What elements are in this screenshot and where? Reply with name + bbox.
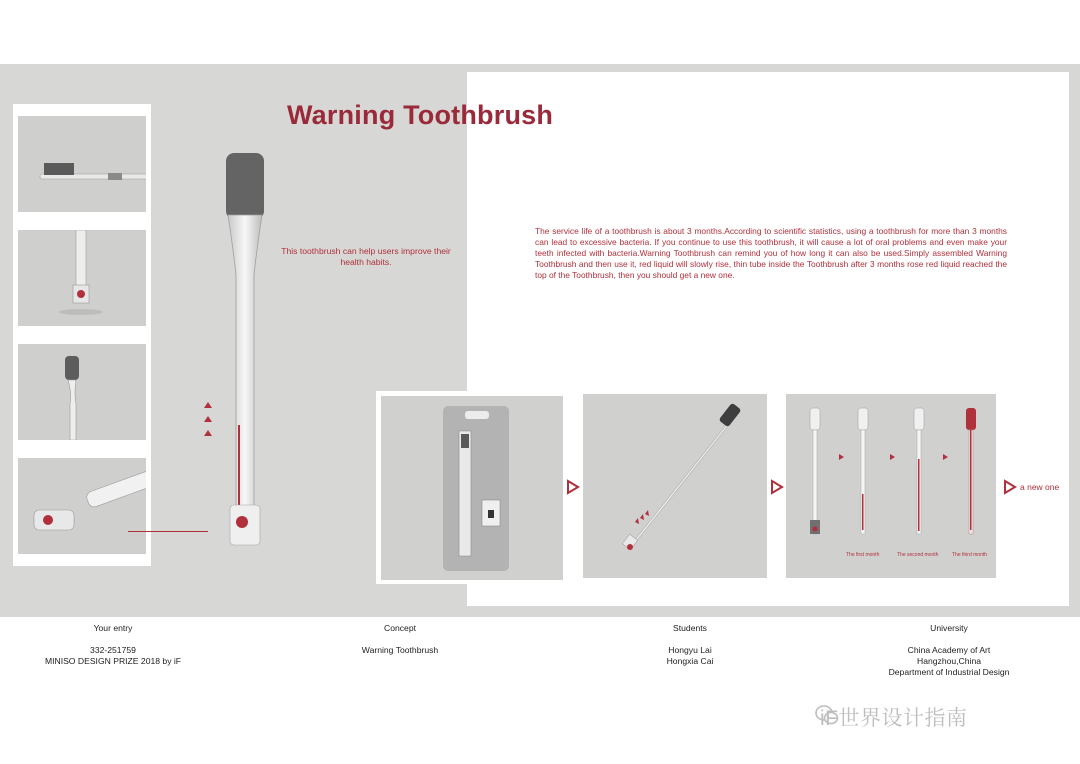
packaging-frame [376,391,566,584]
hero-toothbrush-image [200,145,290,555]
footer-entry [33,623,193,667]
next-arrow-icon [566,479,580,495]
stage-brush-first [858,408,868,534]
next-arrow-icon [1003,479,1017,495]
watermark-text: iF世界设计指南 [820,707,968,730]
student-two: Hongxia Cai [666,656,714,666]
stage-brush-second [914,408,924,534]
toothbrush-bottom-image [18,230,146,326]
thumbnail-side-view [18,116,146,212]
entry-heading: Your entry [93,623,133,633]
new-one-label: a new one [1020,482,1060,492]
concept-heading: Concept [383,623,416,633]
university-department: Department of Industrial Design [888,667,1010,677]
entry-prize: MINISO DESIGN PRIZE 2018 by iF [44,656,182,666]
footer-university [874,623,1024,678]
footer-students [630,623,750,667]
thumbnail-bottom-view [18,230,146,326]
thumbnail-column [13,104,151,566]
toothbrush-side-image [18,116,146,212]
toothbrush-head-image [18,344,146,440]
university-heading: University [930,623,968,633]
university-city: Hangzhou,China [916,656,982,666]
stage-brush-start [810,408,820,534]
stages-photo [786,394,996,578]
concept-name: Warning Toothbrush [361,645,439,655]
packaging-photo [381,396,563,580]
description: The service life of a toothbrush is about 3 months.According to scientific statistics, using a toothbrush for more than 3 months can lead to excessive bacteria. If you continue to use this toothbrush, it will cause a lot of oral problems and even make your teeth infected with bacteria.Warning Toothbrush can remind you of how long it can also be used.Simply assembled Warning Toothbrush and then use it, red liquid will slowly rise, thin tube inside the Toothbrush after 3 months rose red liquid reached the top of the Toothbrush, then you should get a new one. [535,226,1007,280]
callout-line [128,531,208,532]
angled-toothbrush-image [583,394,767,578]
rise-indicator-icon [203,402,213,438]
university-name: China Academy of Art [907,645,991,655]
page-title: Warning Toothbrush [287,100,554,130]
thumbnail-disassembled-view [18,458,146,554]
usage-photo [583,394,767,578]
entry-number: 332-251759 [90,645,136,655]
stage-third-caption: The third month [952,552,988,558]
footer-concept [340,623,460,656]
students-heading: Students [673,623,707,633]
stage-second-caption: The second month [897,552,939,558]
tagline: This toothbrush can help users improve their health habits. [281,246,451,267]
toothbrush-parts-image [18,458,146,554]
packaged-toothbrush-image [381,396,563,580]
toothbrush-stages-image [786,394,996,578]
next-arrow-icon [770,479,784,495]
stage-brush-third [966,408,976,534]
thumbnail-head-view [18,344,146,440]
stage-first-caption: The first month [846,552,880,558]
student-one: Hongyu Lai [668,645,712,655]
